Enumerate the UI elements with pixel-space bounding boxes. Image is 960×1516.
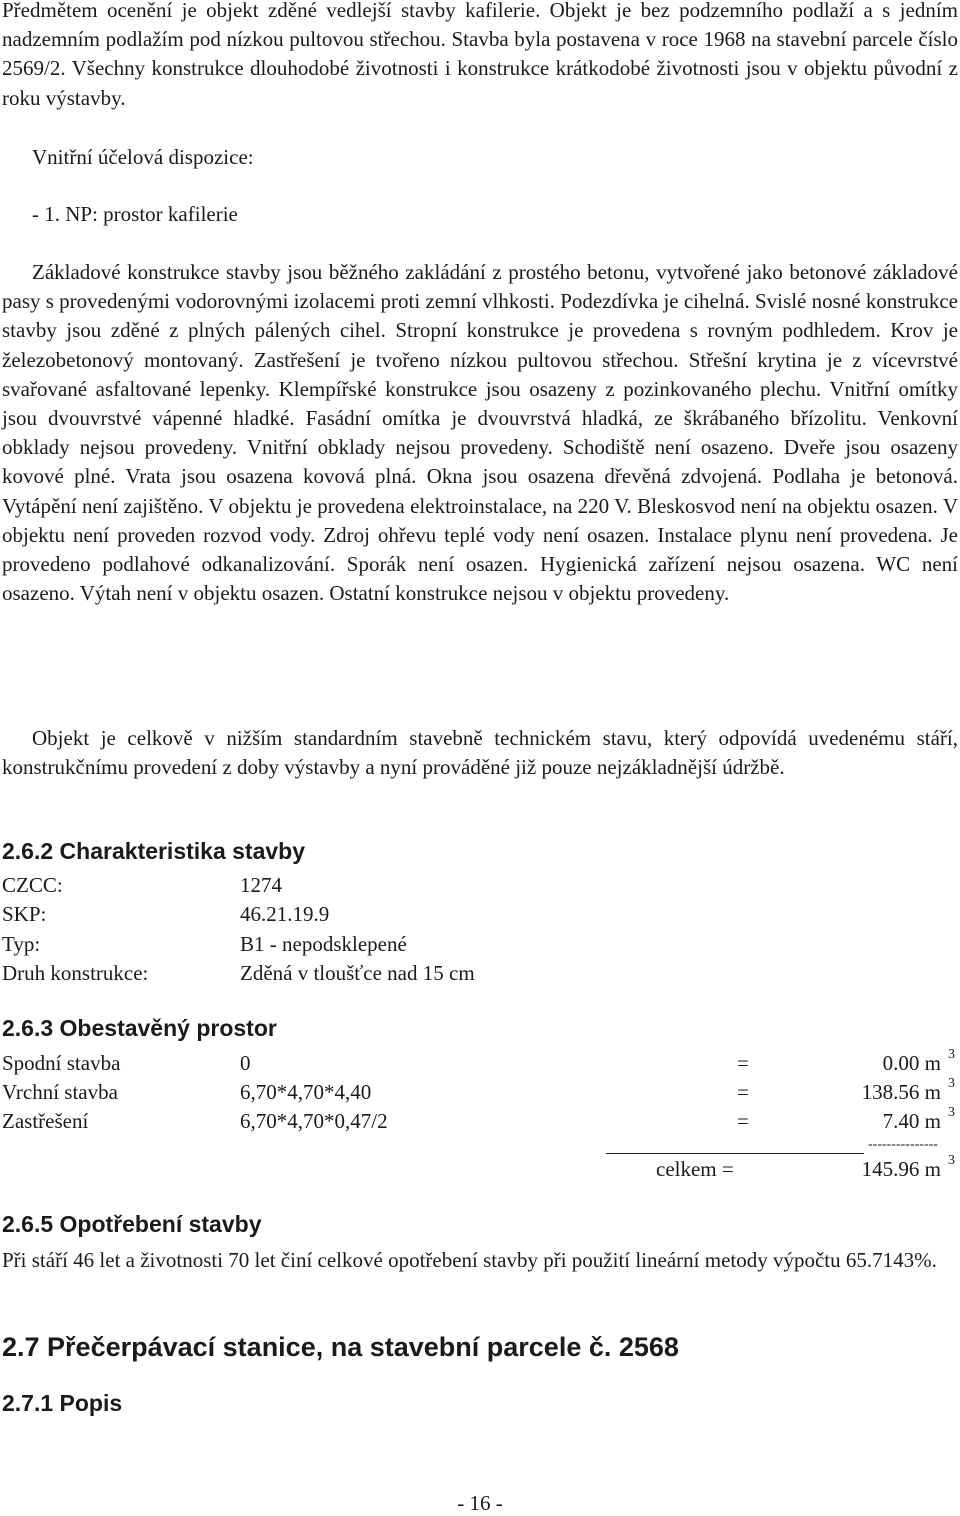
intro-paragraph: Předmětem ocenění je objekt zděné vedlejší stavby kafilerie. Objekt je bez podzemního podlaží a s jedním nadzemním podlažím pod nízkou pultovou střechou. Stavba byla postavena v roce 1968 na stavební parcele číslo 2569/2. Všechny konstrukce dlouhodobé životnosti i konstrukce krátkodobé životnosti jsou v objektu původní z roku výstavby. xyxy=(2,0,958,110)
volume-value: 138.56 m xyxy=(861,1080,941,1104)
volume-total-unit-exponent: 3 xyxy=(948,1153,955,1168)
construction-paragraph: Základové konstrukce stavby jsou běžného zakládání z prostého betonu, vytvořené jako betonové základové pasy s provedenými vodorovnými izolacemi proti zemní vlhkosti. Podezdívka je cihelná. Svislé nosné konstrukce stavby jsou zděné z plných pálených cihel. Stropní konstrukce je provedena s rovným podhledem. Krov je železobetonový montovaný. Zastřešení je tvořeno nízkou pultovou střechou. Střešní krytina je z vícevrstvé svařované asfaltované lepenky. Klempířské konstrukce jsou osazeny z pozinkovaného plechu. Vnitřní omítky jsou dvouvrstvé vápenné hladké. Fasádní omítka je dvouvrstvá hladká, ze škrábaného břízolitu. Venkovní obklady nejsou provedeny. Vnitřní obklady nejsou provedeny. Schodiště není osazeno. Dveře jsou osazeny kovové plné. Vrata jsou osazena kovová plná. Okna jsou osazena dřevěná zdvojená. Podlaha je betonová. Vytápění není zajištěno. V objektu je provedena elektroinstalace, na 220 V. Bleskosvod není na objektu osazen. V objektu není proveden rozvod vody. Zdroj ohřevu teplé vody není osazen. Instalace plynu není provedena. Je provedeno podlahové odkanalizování. Sporák není osazen. Hygienická zařízení nejsou osazena. WC není osazeno. Výtah není v objektu osazen. Ostatní konstrukce nejsou v objektu provedeny. xyxy=(2,260,958,606)
characteristic-row xyxy=(2,871,602,900)
characteristic-value: 46.21.19.9 xyxy=(240,902,330,926)
volume-equals: = xyxy=(737,1051,749,1075)
volume-row xyxy=(2,1049,958,1078)
characteristic-value: 1274 xyxy=(240,873,282,897)
volume-name: Spodní stavba xyxy=(2,1051,121,1075)
characteristic-key: Typ: xyxy=(2,932,41,956)
volume-expression: 0 xyxy=(240,1051,251,1075)
characteristic-key: CZCC: xyxy=(2,873,63,897)
volume-name: Vrchní stavba xyxy=(2,1080,118,1104)
volume-value: 0.00 m xyxy=(882,1051,941,1075)
characteristic-row xyxy=(2,900,602,929)
volume-unit-exponent: 3 xyxy=(948,1105,955,1120)
volume-unit-exponent: 3 xyxy=(948,1047,955,1062)
volume-name: Zastřešení xyxy=(2,1109,89,1133)
volume-expression: 6,70*4,70*0,47/2 xyxy=(240,1109,388,1133)
section-heading-2-6-3: 2.6.3 Obestavěný prostor xyxy=(2,1015,277,1041)
page-number: - 16 - xyxy=(457,1491,503,1515)
wear-paragraph: Při stáří 46 let a životnosti 70 let činí celkové opotřebení stavby při použití lineární metody výpočtu 65.7143%. xyxy=(2,1248,937,1272)
sum-separator-dashes: --------------- xyxy=(868,1137,938,1152)
section-heading-2-7: 2.7 Přečerpávací stanice, na stavební parcele č. 2568 xyxy=(2,1332,679,1362)
characteristic-value: Zděná v tloušťce nad 15 cm xyxy=(240,961,475,985)
characteristic-value: B1 - nepodsklepené xyxy=(240,932,407,956)
volume-expression: 6,70*4,70*4,40 xyxy=(240,1080,372,1104)
volume-total-row xyxy=(0,1155,958,1184)
section-heading-2-6-2: 2.6.2 Charakteristika stavby xyxy=(2,838,306,864)
sum-separator-line xyxy=(606,1153,864,1154)
volume-unit-exponent: 3 xyxy=(948,1076,955,1091)
disposition-heading: Vnitřní účelová dispozice: xyxy=(32,145,254,169)
characteristic-row xyxy=(2,959,602,988)
volume-total-label: celkem = xyxy=(656,1157,734,1181)
characteristic-key: SKP: xyxy=(2,902,47,926)
condition-paragraph: Objekt je celkově v nižším standardním stavebně technickém stavu, který odpovídá uvedenému stáří, konstrukčnímu provedení z doby výstavby a nyní prováděné již pouze nejzákladnější údržbě. xyxy=(2,726,958,780)
volume-equals: = xyxy=(737,1109,749,1133)
volume-total-value: 145.96 m xyxy=(861,1157,941,1181)
volume-row xyxy=(2,1078,958,1107)
volume-row xyxy=(2,1107,958,1136)
characteristic-row xyxy=(2,930,602,959)
volume-equals: = xyxy=(737,1080,749,1104)
disposition-item: - 1. NP: prostor kafilerie xyxy=(32,202,238,226)
volume-value: 7.40 m xyxy=(882,1109,941,1133)
characteristic-key: Druh konstrukce: xyxy=(2,961,149,985)
section-heading-2-6-5: 2.6.5 Opotřebení stavby xyxy=(2,1211,262,1237)
section-heading-2-7-1: 2.7.1 Popis xyxy=(2,1390,123,1416)
